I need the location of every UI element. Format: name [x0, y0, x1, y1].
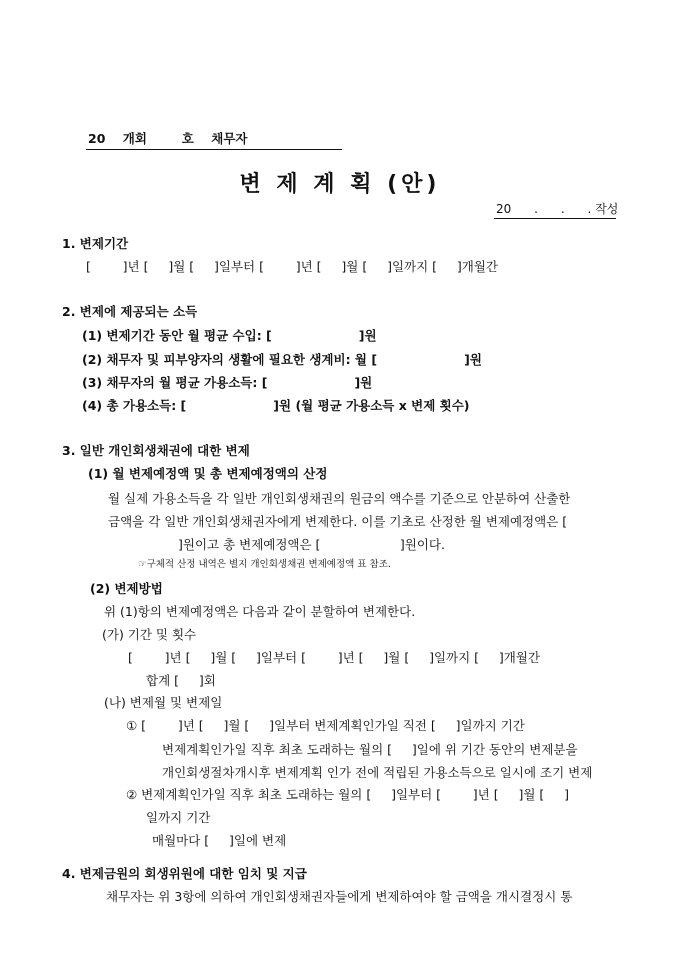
income-item-1: (1) 변제기간 동안 월 평균 수입: [ ]원	[82, 328, 377, 343]
section-4-paragraph: 채무자는 위 3항에 의하여 개인회생채권자들에게 변제하여야 할 금액을 개시결정시 통	[106, 889, 573, 904]
total-count-line: 합계 [ ]회	[146, 673, 216, 688]
section-4-heading: 4. 변제금원의 회생위원에 대한 임치 및 지급	[62, 866, 307, 881]
payment-option-1-line-3: 개인회생절차개시후 변제계획 인가 전에 적립된 가용소득으로 일시에 조기 변제	[162, 765, 593, 780]
calc-paragraph-line-3: ]원이고 총 변제예정액은 [ ]원이다.	[178, 537, 445, 552]
repayment-period-line: [ ]년 [ ]월 [ ]일부터 [ ]년 [ ]월 [ ]일까지 [ ]개월간	[86, 259, 498, 274]
section-3-sub1-heading: (1) 월 변제예정액 및 총 변제예정액의 산정	[88, 466, 328, 481]
calc-paragraph-line-2: 금액을 각 일반 개인회생채권자에게 변제한다. 이를 기초로 산정한 월 변제예정액은 [	[108, 514, 568, 529]
calc-reference-note: ☞구체적 산정 내역은 별지 개인회생채권 변제예정액 표 참조.	[138, 559, 391, 570]
date-line: 20 . . . 작성	[496, 202, 619, 216]
section-2-heading: 2. 변제에 제공되는 소득	[62, 304, 198, 319]
case-number-line: 20 개회 호 채무자	[88, 131, 248, 146]
income-item-4: (4) 총 가용소득: [ ]원 (월 평균 가용소득 x 변제 횟수)	[82, 398, 470, 413]
payment-option-2-line-1: ② 변제계획인가일 직후 최초 도래하는 월의 [ ]일부터 [ ]년 [ ]월 [ ]	[126, 787, 570, 802]
section-3-sub2-heading: (2) 변제방법	[90, 581, 163, 596]
section-1-heading: 1. 변제기간	[62, 236, 129, 251]
payment-month-heading: (나) 변제월 및 변제일	[104, 695, 223, 710]
income-item-2: (2) 채무자 및 피부양자의 생활에 필요한 생계비: 월 [ ]원	[82, 352, 482, 367]
payment-option-1-line-2: 변제계획인가일 직후 최초 도래하는 월의 [ ]일에 위 기간 동안의 변제분을	[162, 742, 578, 757]
case-line-underline	[86, 149, 342, 150]
period-count-heading: (가) 기간 및 횟수	[102, 627, 197, 642]
page-title: 변 제 계 획 (안)	[239, 172, 441, 197]
payment-option-1-line-1: ① [ ]년 [ ]월 [ ]일부터 변제계획인가일 직전 [ ]일까지 기간	[126, 718, 525, 733]
payment-option-2-line-3: 매월마다 [ ]일에 변제	[152, 833, 287, 848]
method-intro: 위 (1)항의 변제예정액은 다음과 같이 분할하여 변제한다.	[104, 604, 416, 619]
calc-paragraph-line-1: 월 실제 가용소득을 각 일반 개인회생채권의 원금의 액수를 기준으로 안분하여 산출한	[108, 491, 571, 506]
income-item-3: (3) 채무자의 월 평균 가용소득: [ ]원	[82, 375, 373, 390]
section-3-heading: 3. 일반 개인회생채권에 대한 변제	[62, 443, 250, 458]
date-underline	[494, 218, 616, 219]
period-count-line: [ ]년 [ ]월 [ ]일부터 [ ]년 [ ]월 [ ]일까지 [ ]개월간	[128, 650, 540, 665]
payment-option-2-line-2: 일까지 기간	[146, 810, 211, 825]
